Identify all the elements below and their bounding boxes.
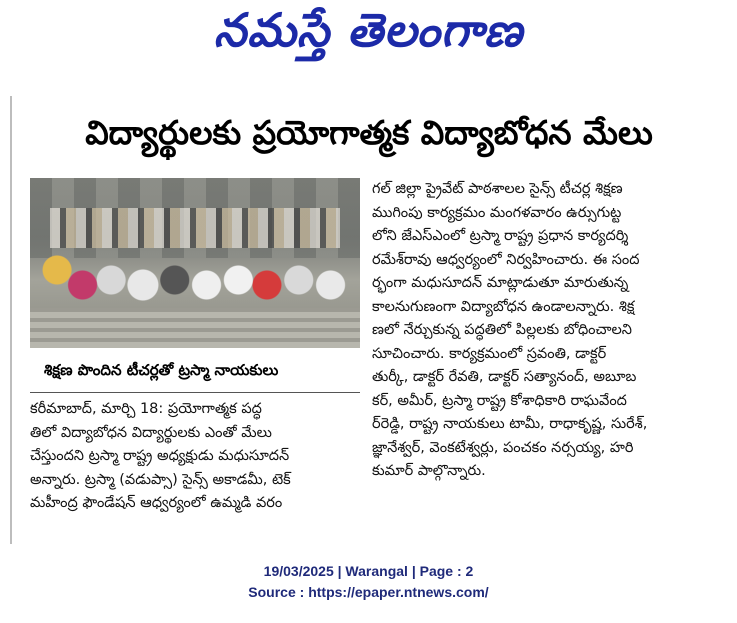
article-text-line: తిలో విద్యాబోధన విద్యార్థులకు ఎంతో మేలు [30, 424, 272, 441]
article-text-line: ర్భంగా మధుసూదన్ మాట్లాడుతూ మారుతున్న [372, 275, 629, 291]
photo-stairs [30, 308, 360, 348]
newspaper-masthead [0, 0, 737, 72]
article-text-line: చేస్తుందని ట్రస్మా రాష్ట్ర అధ్యక్షుడు మధుసూదన్ [30, 448, 290, 464]
article-text-line: గల్ జిల్లా ప్రైవేట్ పాఠశాలల సైన్స్ టీచర్ల శిక్షణ [372, 181, 623, 197]
photo-caption: శిక్షణ పొందిన టీచర్లతో ట్రస్మా నాయకులు [44, 361, 279, 379]
article-text-line: లోని జేఎస్ఎంలో ట్రస్మా రాష్ట్ర ప్రధాన కార్యదర్శి [372, 228, 629, 244]
article-text-line: కరీమాబాద్, మార్చి 18: ప్రయోగాత్మక పద్ధ [30, 401, 262, 417]
article-text-line: ణలో నేర్చుకున్న పద్ధతిలో పిల్లలకు బోధించాలని [372, 322, 632, 338]
article-headline: విద్యార్థులకు ప్రయోగాత్మక విద్యాబోధన మేలు [85, 112, 653, 152]
article-photo [30, 178, 360, 348]
article-text-line: కాలనుగుణంగా విద్యాబోధన ఉండాలన్నారు. శిక్ష [372, 298, 635, 315]
article-text-line: మహీంద్ర ఫౌండేషన్ ఆధ్వర్యంలో ఉమ్మడి వరం [30, 495, 283, 511]
source-link[interactable]: Source : https://epaper.ntnews.com/ [248, 584, 489, 600]
edition-info: 19/03/2025 | Warangal | Page : 2 [263, 563, 474, 579]
article-text-line: కుమార్ పాల్గొన్నారు. [372, 463, 486, 479]
article-left-column [30, 398, 365, 516]
article-text-line: అన్నారు. ట్రస్మా (వడుప్సా) సైన్స్ అకాడమీ, టెక్ [30, 471, 291, 488]
clipping-footer [0, 561, 737, 603]
masthead-logo: నమస్తే తెలంగాణ [213, 3, 524, 57]
article-text-line: సూచించారు. కార్యక్రమంలో స్రవంతి, డాక్టర్ [372, 345, 607, 362]
article-text-line: కర్, అమీర్, ట్రస్మా రాష్ట్ర కోశాధికారి రాఘవేంద [372, 392, 627, 409]
article-text-line: రమేశ్‌రావు ఆధ్వర్యంలో నిర్వహించారు. ఈ సంద [372, 251, 640, 268]
caption-divider [30, 392, 360, 393]
article-text-line: ర్‌రెడ్డి, రాష్ట్ర నాయకులు టామీ, రాధాకృష్ణ, సురేశ్, [372, 416, 648, 432]
article-text-line: జ్ఞానేశ్వర్, వెంకటేశ్వర్లు, పంచకం నర్సయ్య, హరి [372, 439, 634, 456]
article-text-line: ముగింపు కార్యక్రమం మంగళవారం ఉర్సుగుట్ట [372, 204, 622, 221]
article-right-column [372, 178, 722, 484]
article-text-line: తుర్కీ, డాక్టర్ రేవతి, డాక్టర్ సత్యానంద్, అబూబ [372, 369, 637, 385]
